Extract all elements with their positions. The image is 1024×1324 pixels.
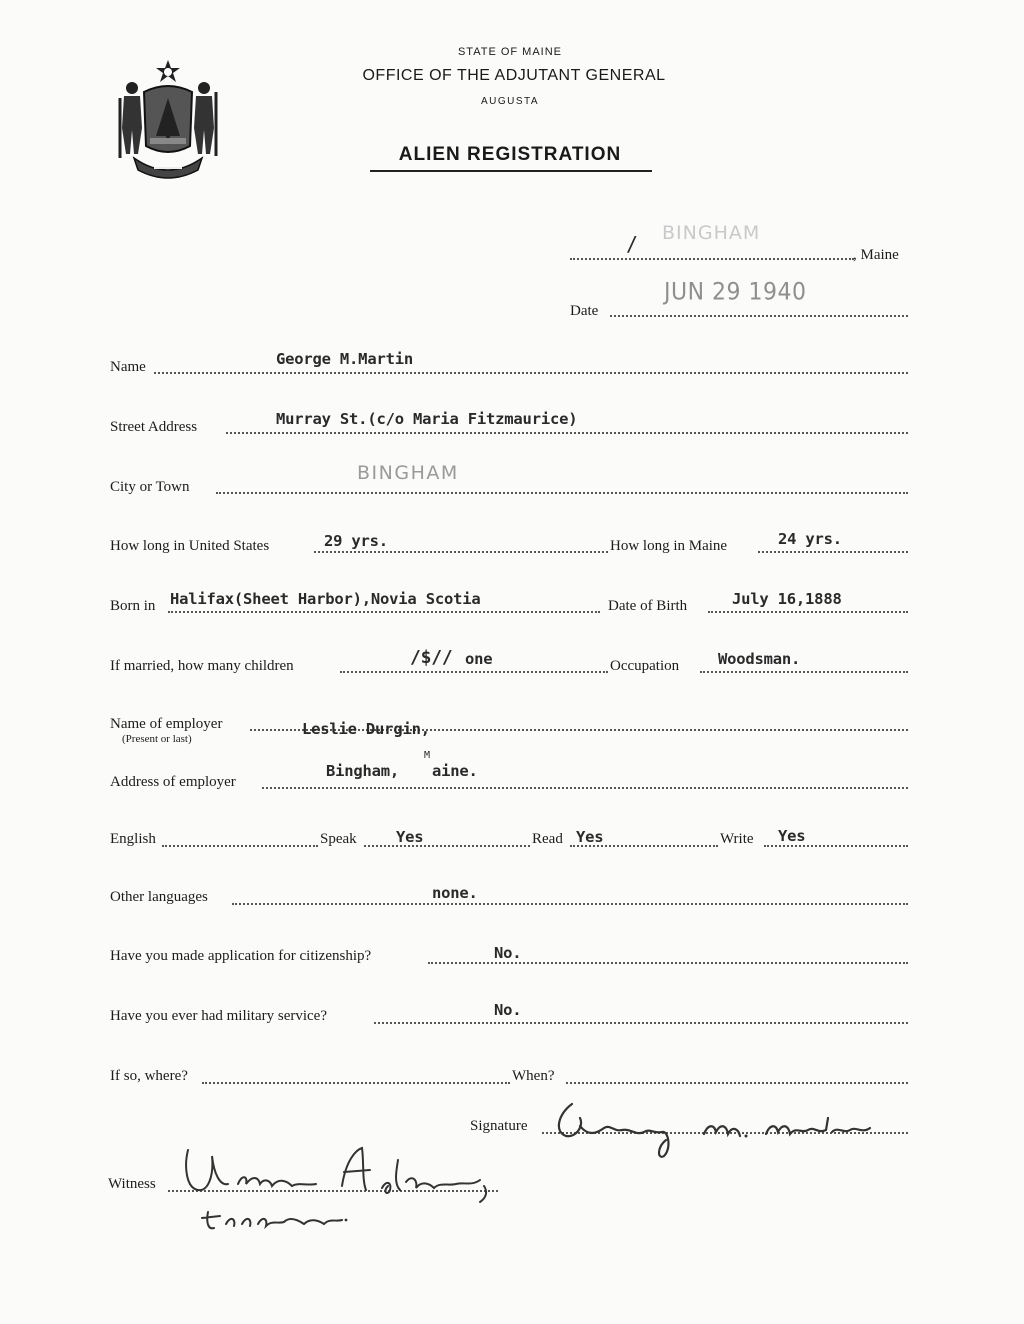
write-dots <box>764 845 908 847</box>
when-dots <box>566 1082 908 1084</box>
other-languages-value: none. <box>432 884 478 902</box>
state-heading: STATE OF MAINE <box>457 46 563 58</box>
occupation-label: Occupation <box>610 658 680 674</box>
name-value: George M.Martin <box>276 350 413 368</box>
occupation-value: Woodsman. <box>718 650 801 668</box>
signature-handwriting <box>544 1096 894 1160</box>
employer-address-value: Bingham, <box>326 762 400 780</box>
office-heading: OFFICE OF THE ADJUTANT GENERAL <box>362 67 666 84</box>
employer-value: Leslie Durgin, <box>302 720 430 738</box>
employer-sublabel: (Present or last) <box>122 733 192 745</box>
citizenship-label: Have you made application for citizenship? <box>110 948 372 964</box>
years-maine-label: How long in Maine <box>610 538 728 554</box>
born-value: Halifax(Sheet Harbor),Novia Scotia <box>170 590 481 608</box>
born-label: Born in <box>110 598 156 614</box>
street-label: Street Address <box>110 419 198 435</box>
write-label: Write <box>720 831 754 847</box>
where-dots <box>202 1082 510 1084</box>
years-maine-value: 24 yrs. <box>778 530 842 548</box>
form-title: ALIEN REGISTRATION <box>398 144 622 165</box>
dob-label: Date of Birth <box>608 598 688 614</box>
date-stamp: JUN 29 1940 <box>664 278 807 307</box>
born-dots <box>168 611 600 613</box>
citizenship-value: No. <box>494 944 522 962</box>
military-label: Have you ever had military service? <box>110 1008 327 1024</box>
name-label: Name <box>110 359 146 375</box>
write-value: Yes <box>778 827 806 845</box>
employer-address-insert: M <box>424 750 430 761</box>
speak-label: Speak <box>320 831 357 847</box>
english-dots <box>162 845 318 847</box>
children-label: If married, how many children <box>110 658 294 674</box>
city-label: City or Town <box>110 479 190 495</box>
street-dots <box>226 432 908 434</box>
place-stamp: BINGHAM <box>662 222 761 244</box>
occupation-dots <box>700 671 908 673</box>
where-label: If so, where? <box>110 1068 188 1084</box>
name-dots <box>154 372 908 374</box>
speak-dots <box>364 845 530 847</box>
city-heading: AUGUSTA <box>480 96 540 107</box>
employer-address-dots <box>262 787 908 789</box>
years-us-label: How long in United States <box>110 538 270 554</box>
place-mark: / <box>626 232 638 256</box>
signature-label: Signature <box>470 1118 528 1134</box>
years-us-value: 29 yrs. <box>324 532 388 550</box>
city-dots <box>216 492 908 494</box>
speak-value: Yes <box>396 828 424 846</box>
employer-label: Name of employer <box>110 716 223 732</box>
title-underline <box>370 170 652 172</box>
place-dots <box>570 258 854 260</box>
other-languages-label: Other languages <box>110 889 208 905</box>
children-struck: /$// <box>410 647 453 668</box>
read-value: Yes <box>576 828 604 846</box>
military-value: No. <box>494 1001 522 1019</box>
read-label: Read <box>532 831 563 847</box>
military-dots <box>374 1022 908 1024</box>
children-dots <box>340 671 608 673</box>
dob-dots <box>708 611 908 613</box>
witness-label: Witness <box>108 1176 156 1192</box>
other-languages-dots <box>232 903 908 905</box>
date-label: Date <box>570 303 599 319</box>
witness-handwriting <box>168 1140 504 1236</box>
citizenship-dots <box>428 962 908 964</box>
place-suffix: , Maine <box>853 247 899 263</box>
dob-value: July 16,1888 <box>732 590 842 608</box>
employer-address-label: Address of employer <box>110 774 236 790</box>
english-label: English <box>110 831 156 847</box>
date-dots <box>610 315 908 317</box>
children-value: one <box>465 650 493 668</box>
years-maine-dots <box>758 551 908 553</box>
employer-address-rest: aine. <box>432 762 478 780</box>
street-value: Murray St.(c/o Maria Fitzmaurice) <box>276 410 578 428</box>
years-us-dots <box>314 551 608 553</box>
city-stamp: BINGHAM <box>357 462 459 484</box>
when-label: When? <box>512 1068 555 1084</box>
